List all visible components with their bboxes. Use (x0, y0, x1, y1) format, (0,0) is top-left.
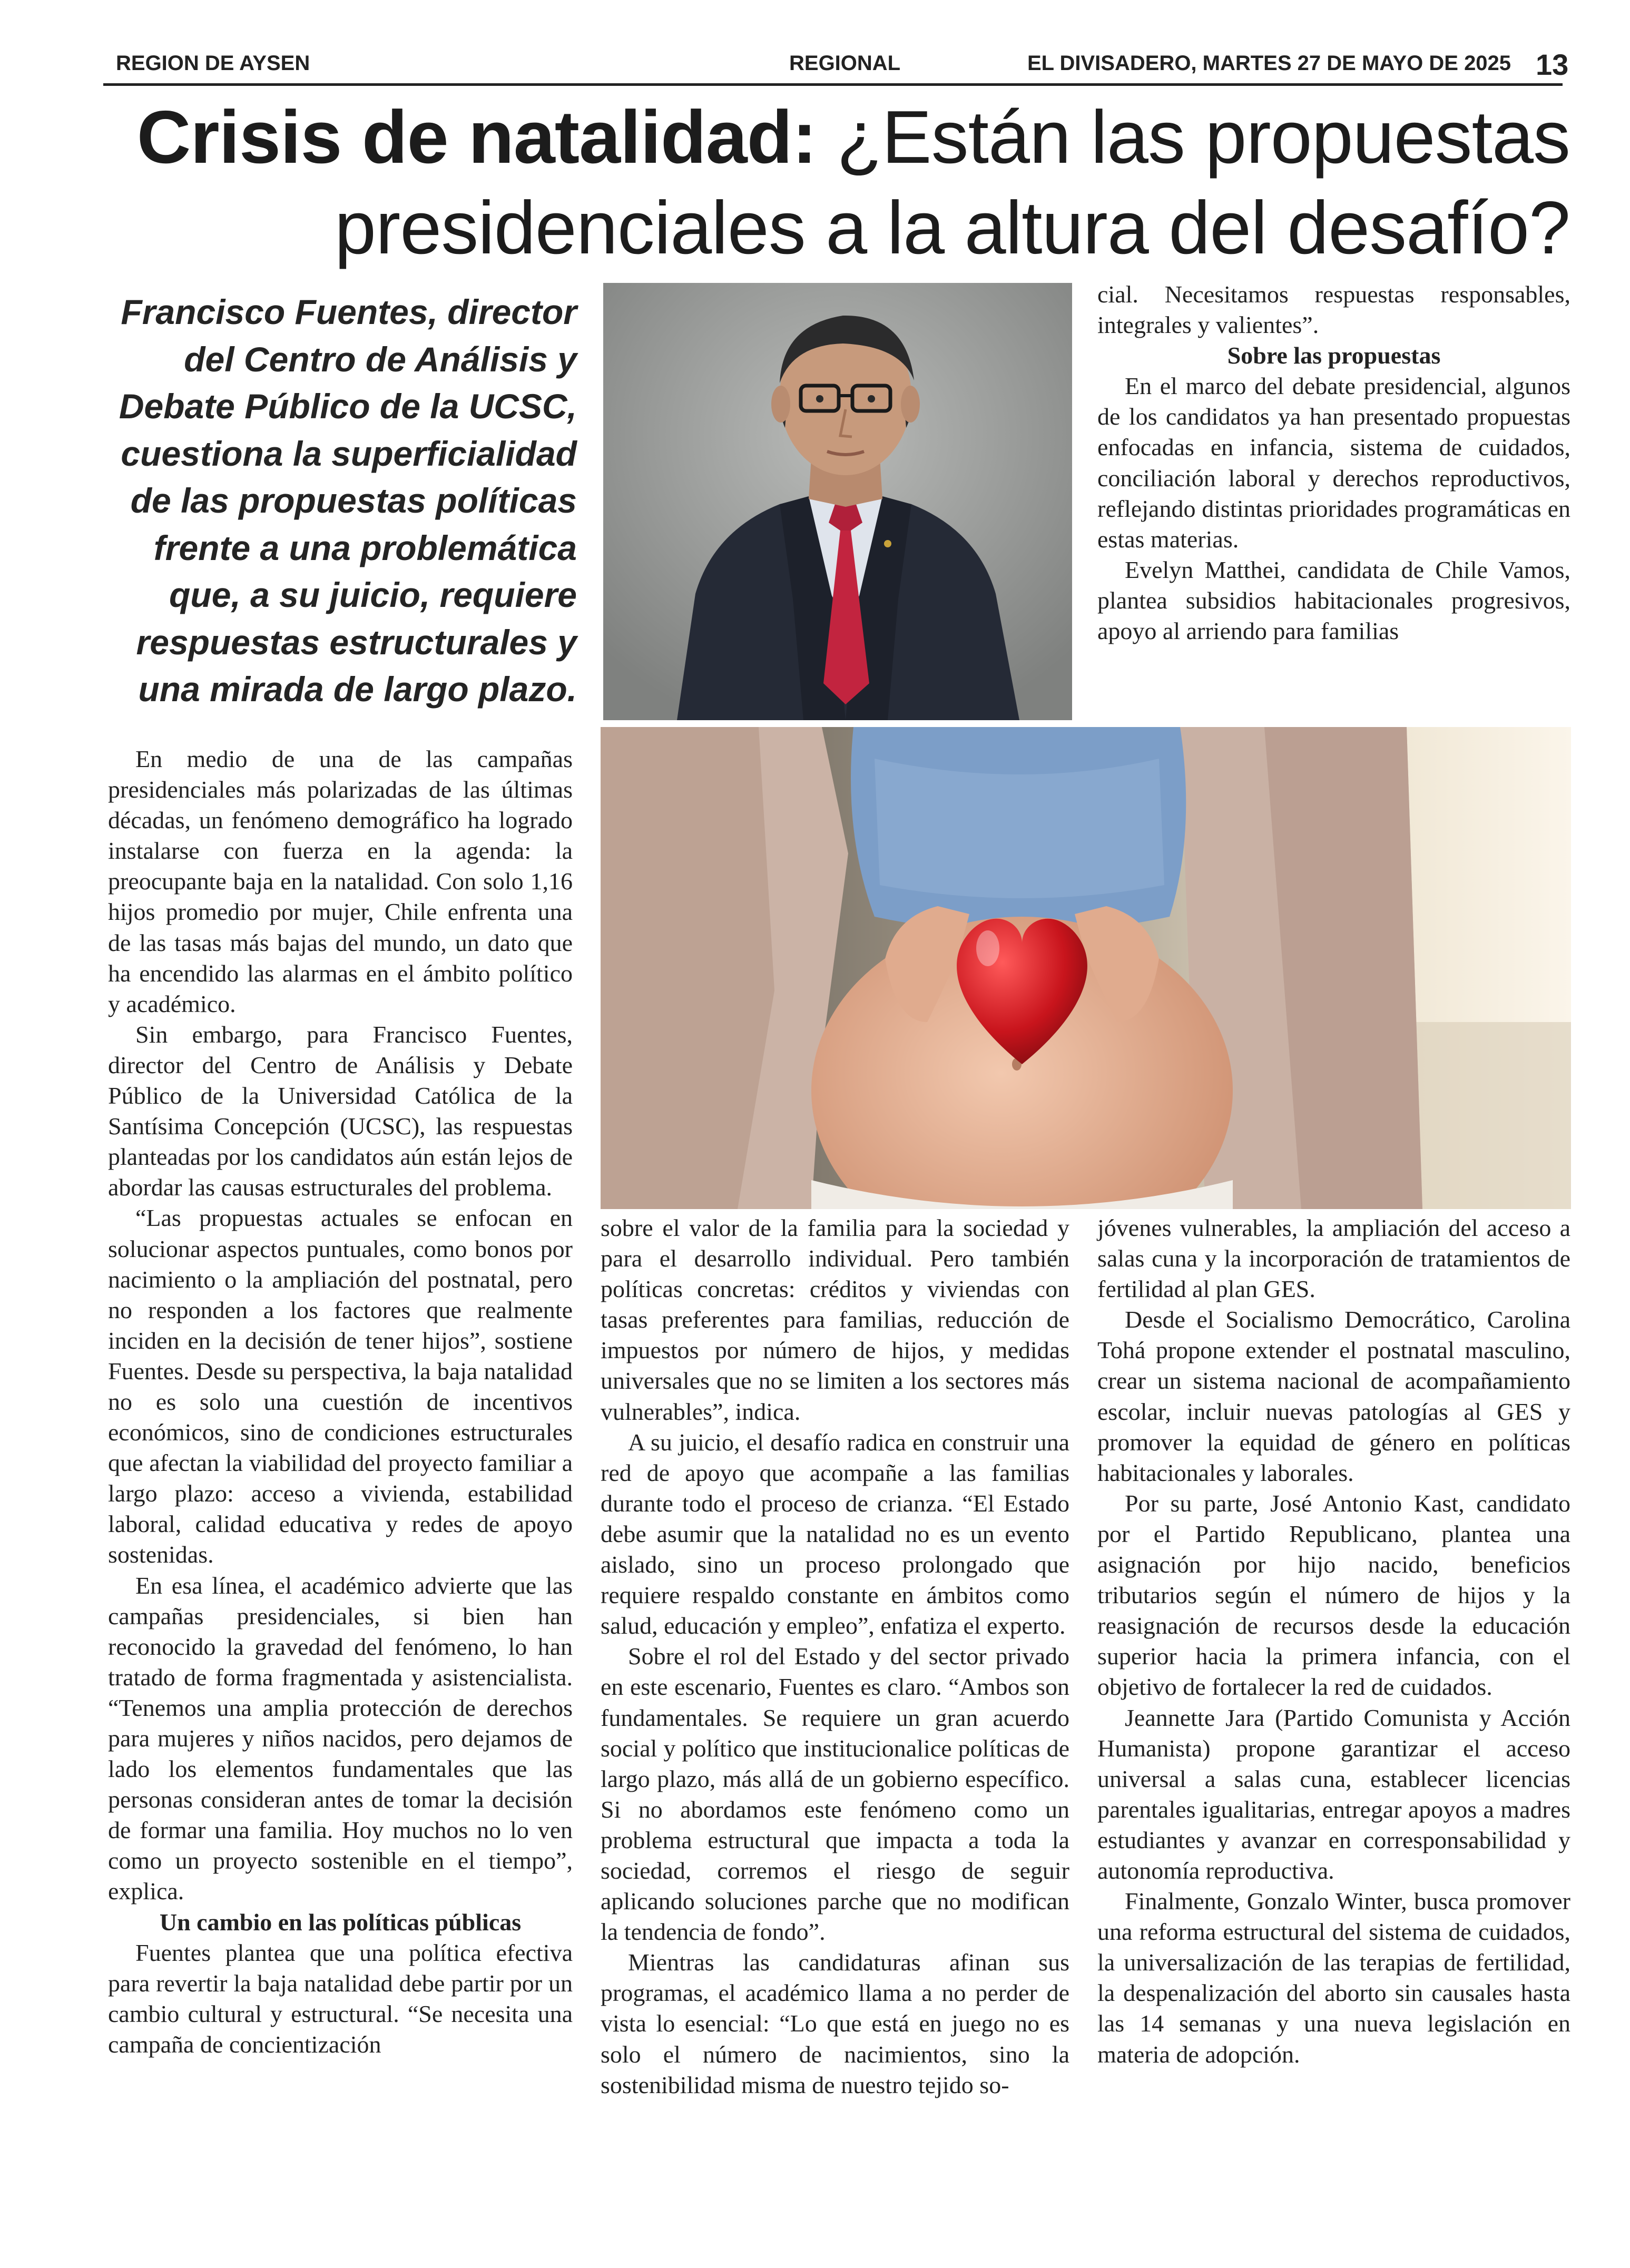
article-column-1 (108, 744, 573, 2060)
pregnancy-heart-photo (601, 727, 1571, 1209)
article-column-3-top (1097, 279, 1570, 646)
paragraph: En el marco del debate presidencial, algunos de los candidatos ya han presentado propuestas enfocadas en infancia, sistema de cuidados, conciliación laboral y derechos reproductivos, reflejando distintas prioridades programáticas en estas materias. (1097, 372, 1570, 553)
subheading: Sobre las propuestas (1227, 342, 1441, 369)
paragraph: Fuentes plantea que una política efectiva para revertir la baja natalidad debe partir por un cambio cultural y estructural. “Se necesita una campaña de concientización (108, 1939, 573, 2058)
lede: Francisco Fuentes, director del Centro de Análisis y Debate Público de la UCSC, cuestiona la superficialidad de las propuestas políticas frente a una problemática que, a su juicio, requiere respuestas estructurales y una mirada de largo plazo. (119, 292, 577, 709)
paragraph: Por su parte, José Antonio Kast, candidato por el Partido Republicano, plantea una asignación por hijo nacido, beneficios tributarios según el número de hijos y la reasignación de recursos desde la educación superior hacia la primera infancia, con el objetivo de fortalecer la red de cuidados. (1097, 1489, 1570, 1701)
paragraph: Mientras las candidaturas afinan sus programas, el académico llama a no perder de vista lo esencial: “Lo que está en juego no es solo el número de nacimientos, sino la sostenibilidad misma de nuestro tejido so- (601, 1949, 1069, 2098)
article-column-2 (601, 1213, 1069, 2100)
page-number: 13 (1536, 48, 1569, 81)
article-column-3-bottom (1097, 1213, 1570, 2070)
paragraph: En esa línea, el académico advierte que las campañas presidenciales, si bien han reconocido la gravedad del fenómeno, lo han tratado de forma fragmentada y asistencialista. “Tenemos una amplia protección de derechos para mujeres y niños nacidos, pero dejamos de lado los elementos fundamentales que las personas consideran antes de tomar la decisión de formar una familia. Hoy muchos no lo ven como un proyecto sostenible en el tiempo”, explica. (108, 1572, 573, 1905)
subheading: Un cambio en las políticas públicas (159, 1908, 522, 1936)
paragraph: Jeannette Jara (Partido Comunista y Acción Humanista) propone garantizar el acceso universal a salas cuna, establecer licencias parentales igualitarias, entregar apoyos a madres estudiantes y avanzar en corresponsabilidad y autonomía reproductiva. (1097, 1704, 1570, 1884)
paragraph: sobre el valor de la familia para la sociedad y para el desarrollo individual. Pero también políticas concretas: créditos y viviendas con tasas preferentes para familias, reducción de impuestos por número de hijos, y medidas universales que no se limiten a los sectores más vulnerables”, indica. (601, 1214, 1069, 1425)
headline-bold: Crisis de natalidad: (136, 95, 817, 179)
paragraph: A su juicio, el desafío radica en construir una red de apoyo que acompañe a las familias durante todo el proceso de crianza. “El Estado debe asumir que la natalidad no es un evento aislado, sino un proceso prolongado que requiere respaldo constante en ámbitos como salud, educación y empleo”, enfatiza el experto. (601, 1428, 1069, 1639)
section-category: REGIONAL (789, 52, 901, 75)
paragraph: cial. Necesitamos respuestas responsables, integrales y valientes”. (1097, 281, 1570, 339)
paragraph: Sin embargo, para Francisco Fuentes, director del Centro de Análisis y Debate Público de la Universidad Católica de la Santísima Concepción (UCSC), las respuestas planteadas por los candidatos aún están lejos de abordar las causas estructurales del problema. (108, 1020, 573, 1201)
portrait-illustration (603, 283, 1072, 720)
section-label: REGION DE AYSEN (116, 52, 310, 75)
paragraph: Finalmente, Gonzalo Winter, busca promover una reforma estructural del sistema de cuidados, la universalización de las terapias de fertilidad, la despenalización del aborto sin causales hasta las 14 semanas y una nueva legislación en materia de adopción. (1097, 1888, 1570, 2068)
headline (121, 92, 1570, 273)
paragraph: En medio de una de las campañas presidenciales más polarizadas de las últimas décadas, un fenómeno demográfico ha logrado instalarse con fuerza en la agenda: la preocupante baja en la natalidad. Con solo 1,16 hijos promedio por mujer, Chile enfrenta una de las tasas más bajas del mundo, un dato que ha encendido las alarmas en el ámbito político y académico. (108, 745, 573, 1017)
pregnancy-illustration (601, 727, 1571, 1209)
publication-date: EL DIVISADERO, MARTES 27 DE MAYO DE 2025 (1027, 52, 1511, 75)
paragraph: Desde el Socialismo Democrático, Carolina Tohá propone extender el postnatal masculino, crear un sistema nacional de acompañamiento escolar, incluir nuevas patologías al GES y promover la equidad de género en políticas habitacionales y laborales. (1097, 1306, 1570, 1486)
paragraph: Sobre el rol del Estado y del sector privado en este escenario, Fuentes es claro. “Ambos son fundamentales. Se requiere un gran acuerdo social y político que institucionalice políticas de largo plazo, más allá de un gobierno específico. Si no abordamos este fenómeno como un problema estructural que impacta a toda la sociedad, corremos el riesgo de seguir aplicando soluciones parche que no modifican la tendencia de fondo”. (601, 1643, 1069, 1946)
paragraph: “Las propuestas actuales se enfocan en solucionar aspectos puntuales, como bonos por nacimiento o la ampliación del postnatal, pero no responden a los factores que realmente inciden en la decisión de tener hijos”, sostiene Fuentes. Desde su perspectiva, la baja natalidad no es solo una cuestión de incentivos económicos, sino de condiciones estructurales que afectan la viabilidad del proyecto familiar a largo plazo: acceso a vivienda, estabilidad laboral, calidad educativa y redes de apoyo sostenidas. (108, 1204, 573, 1568)
portrait-photo (603, 283, 1072, 720)
headline-rest: ¿Están las propuestas presidenciales a la altura del desafío? (335, 95, 1570, 270)
paragraph: Evelyn Matthei, candidata de Chile Vamos, plantea subsidios habitacionales progresivos, apoyo al arriendo para familias (1097, 556, 1570, 645)
paragraph: jóvenes vulnerables, la ampliación del acceso a salas cuna y la incorporación de tratamientos de fertilidad al plan GES. (1097, 1214, 1570, 1303)
header-divider (103, 83, 1563, 86)
